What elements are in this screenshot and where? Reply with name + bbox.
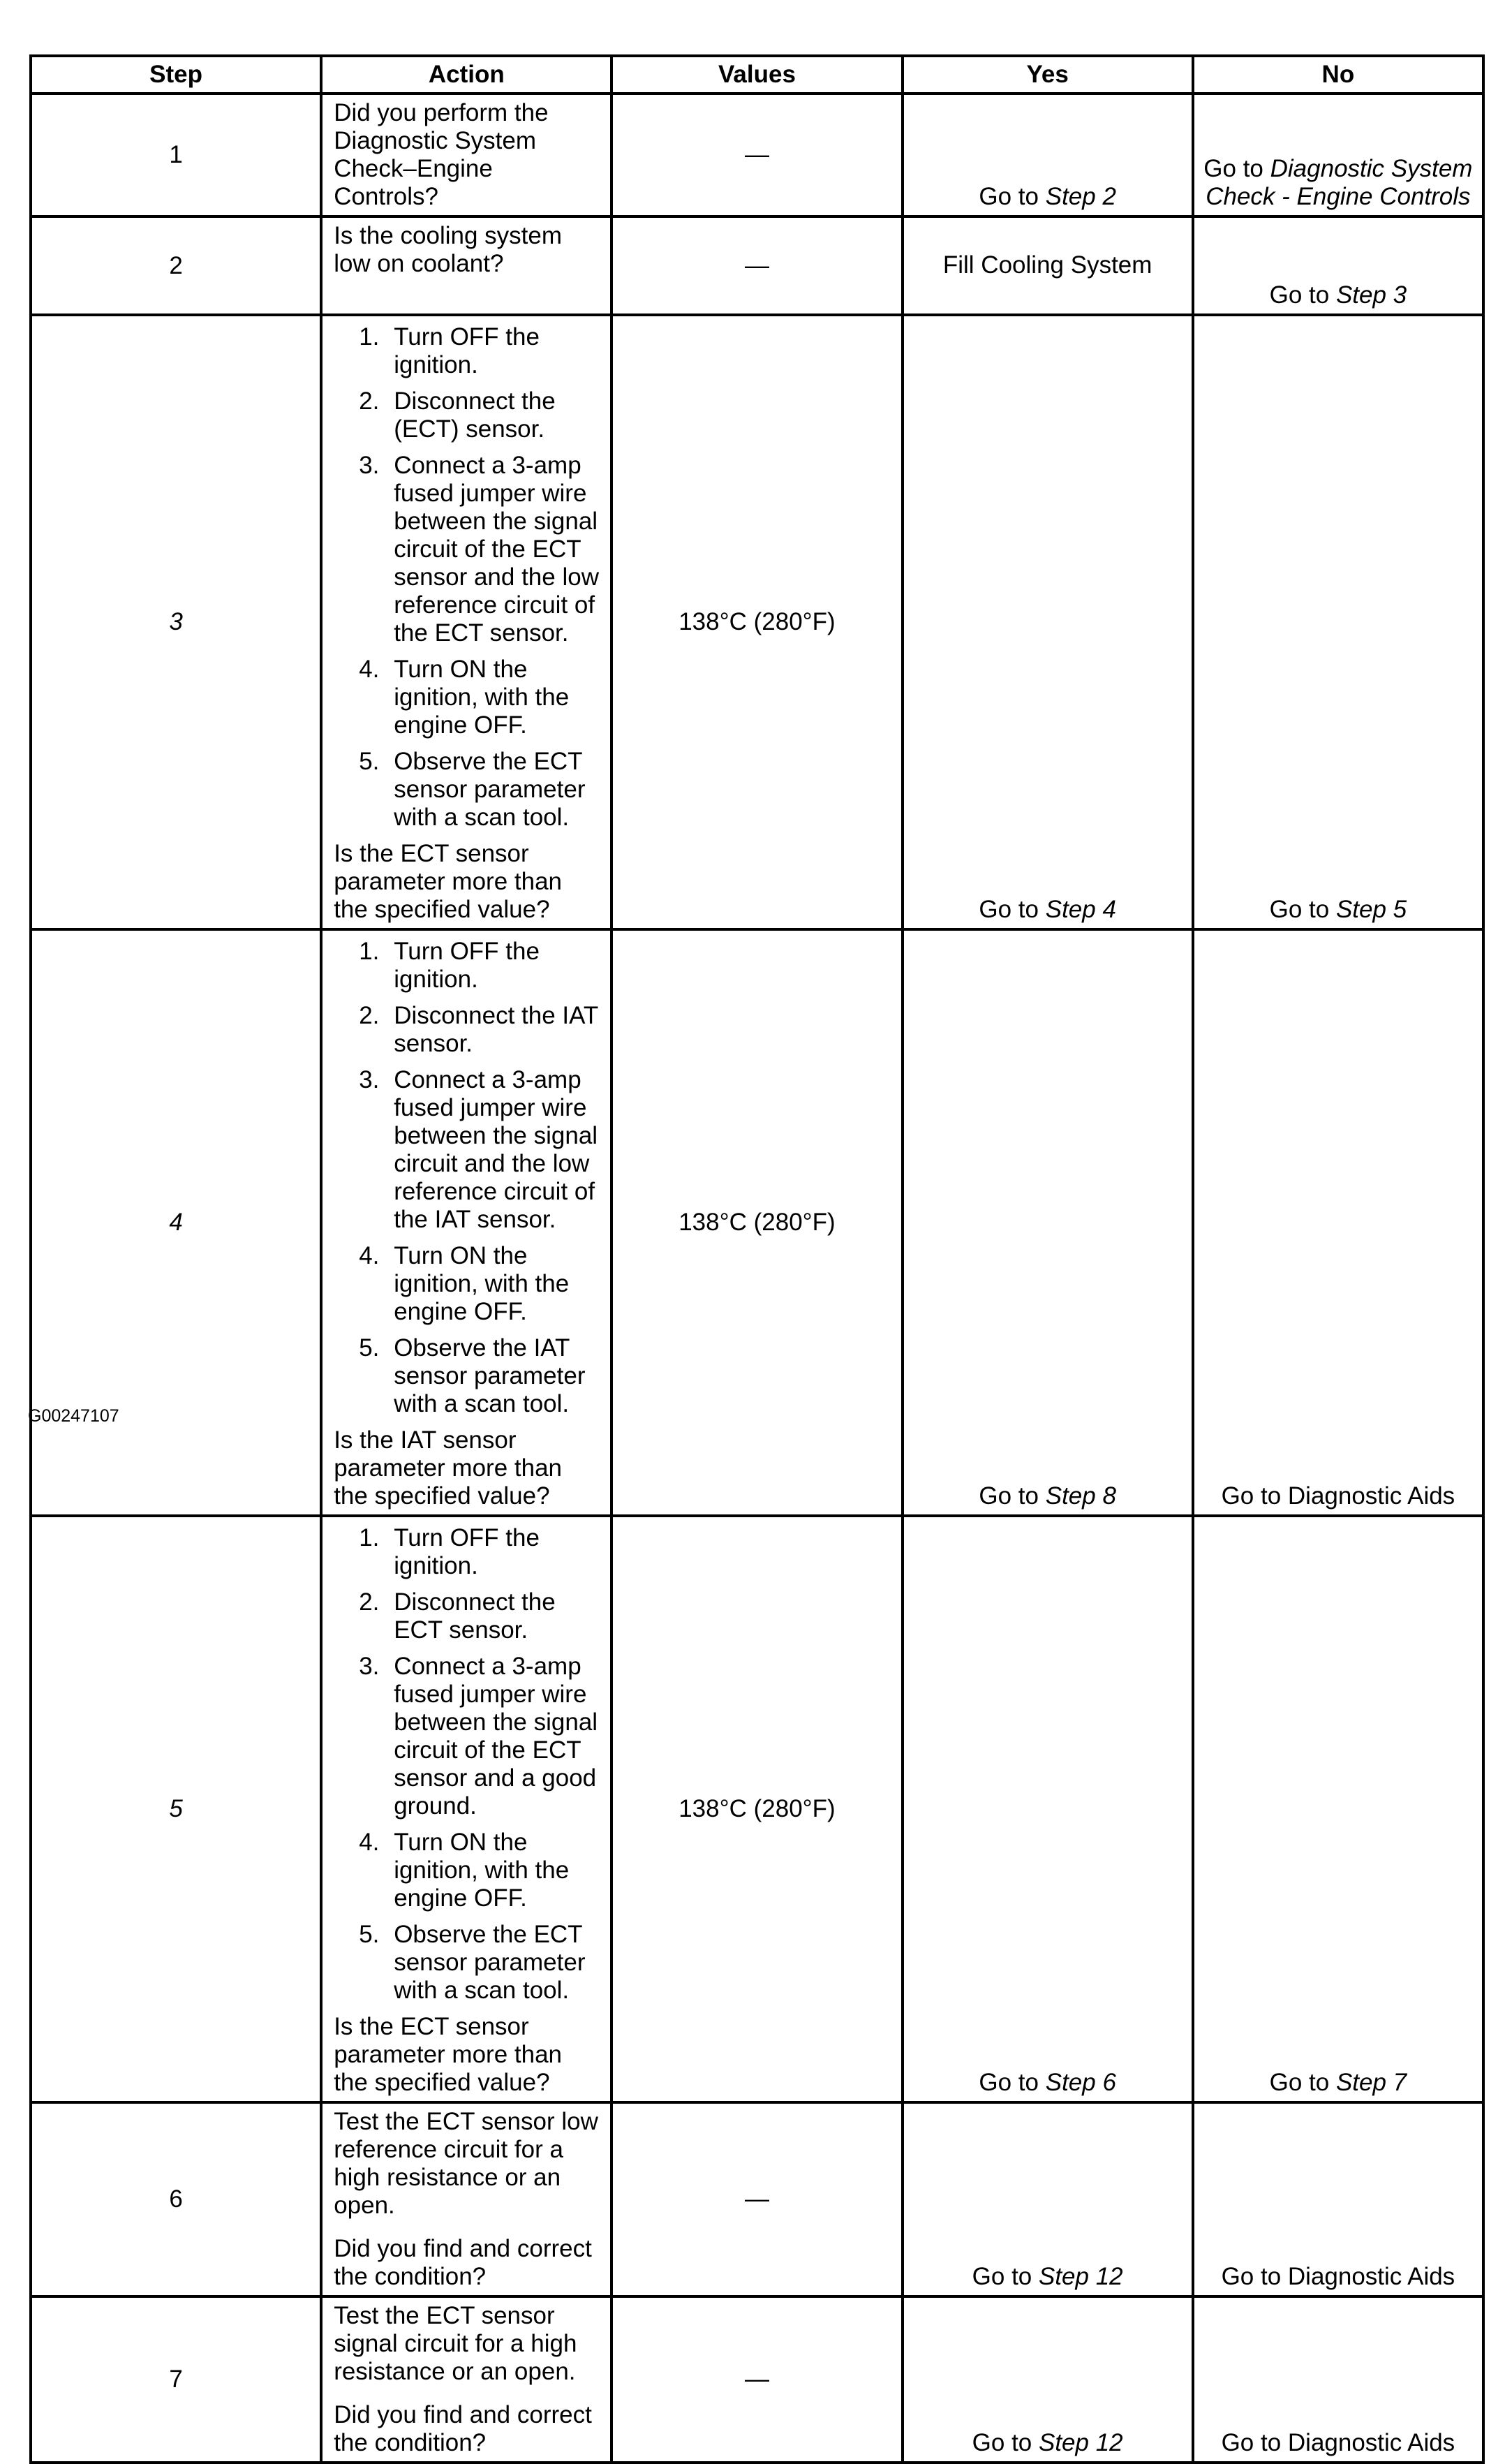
procedure-list (334, 938, 600, 1418)
procedure-step (359, 1921, 600, 2005)
step-number: 2 (31, 216, 321, 315)
yes-cell (903, 929, 1193, 1516)
step-text: Disconnect the (ECT) sensor. (394, 388, 556, 443)
yes-prefix: Go to (979, 896, 1046, 923)
action-question: Did you find and correct the condition? (334, 2235, 592, 2290)
step-number: 5 (31, 1516, 321, 2102)
no-ref: Diagnostic System Check - Engine Controls (1206, 155, 1473, 210)
step-index: 4. (359, 1829, 380, 1856)
table-row (31, 216, 1483, 315)
yes-prefix: Go to (979, 2069, 1046, 2096)
step-text: Turn ON the ignition, with the engine OFF. (394, 1242, 570, 1325)
action-cell (321, 94, 611, 216)
action-cell (321, 2296, 611, 2463)
no-cell: Go to Diagnostic Aids (1193, 2102, 1483, 2296)
step-number: 7 (31, 2296, 321, 2463)
table-row (31, 2102, 1483, 2296)
value-cell: 138°C (280°F) (611, 929, 902, 1516)
value-cell: — (611, 94, 902, 216)
procedure-step (359, 1653, 600, 1820)
step-index: 5. (359, 748, 380, 775)
header-no: No (1193, 56, 1483, 94)
yes-step-ref: Step 12 (1038, 2263, 1123, 2290)
step-text: Turn ON the ignition, with the engine OFF. (394, 656, 570, 739)
step-index: 1. (359, 323, 380, 351)
step-number: 6 (31, 2102, 321, 2296)
procedure-step (359, 938, 600, 994)
step-index: 5. (359, 1921, 380, 1948)
no-prefix: Go to (1269, 2069, 1336, 2096)
figure-id: G00247107 (28, 1406, 119, 1426)
action-cell (321, 929, 611, 1516)
no-cell: Go to Diagnostic Aids (1193, 929, 1483, 1516)
yes-cell (903, 2296, 1193, 2463)
table-row (31, 315, 1483, 929)
step-text: Disconnect the IAT sensor. (394, 1002, 598, 1057)
action-text: Did you perform the Diagnostic System Check–Engine Controls? (334, 99, 549, 210)
step-index: 2. (359, 388, 380, 415)
action-text: Test the ECT sensor signal circuit for a high resistance or an open. (334, 2302, 577, 2385)
action-question: Is the ECT sensor parameter more than the specified value? (334, 2013, 563, 2096)
procedure-step (359, 1066, 600, 1234)
step-text: Turn ON the ignition, with the engine OFF. (394, 1829, 570, 1912)
action-text: Is the cooling system low on coolant? (334, 222, 562, 277)
step-index: 4. (359, 656, 380, 683)
yes-prefix: Go to (979, 183, 1046, 210)
step-text: Observe the ECT sensor parameter with a scan tool. (394, 1921, 586, 2004)
no-step-ref: Step 5 (1335, 896, 1407, 923)
action-cell (321, 315, 611, 929)
step-text: Connect a 3-amp fused jumper wire between the signal circuit of the ECT sensor and the low reference circuit of the ECT sensor. (394, 452, 599, 647)
value-cell: 138°C (280°F) (611, 1516, 902, 2102)
procedure-step (359, 1829, 600, 1912)
procedure-step (359, 1242, 600, 1326)
yes-prefix: Go to (979, 1482, 1046, 1510)
step-text: Disconnect the ECT sensor. (394, 1588, 556, 1644)
table-row (31, 929, 1483, 1516)
procedure-list (334, 1524, 600, 2005)
yes-cell (903, 2102, 1193, 2296)
no-cell (1193, 1516, 1483, 2102)
yes-step-ref: Step 2 (1045, 183, 1116, 210)
procedure-step (359, 1334, 600, 1418)
no-cell (1193, 315, 1483, 929)
step-text: Observe the ECT sensor parameter with a scan tool. (394, 748, 586, 831)
procedure-step (359, 452, 600, 647)
step-text: Turn OFF the ignition. (394, 323, 540, 378)
header-row (31, 56, 1483, 94)
action-cell (321, 1516, 611, 2102)
procedure-list (334, 323, 600, 832)
step-index: 4. (359, 1242, 380, 1269)
procedure-step (359, 1002, 600, 1058)
procedure-step (359, 1524, 600, 1580)
no-prefix: Go to (1203, 155, 1270, 182)
procedure-step (359, 323, 600, 379)
step-index: 3. (359, 1066, 380, 1093)
action-text: Test the ECT sensor low reference circuit for a high resistance or an open. (334, 2108, 598, 2219)
value-cell: 138°C (280°F) (611, 315, 902, 929)
step-text: Turn OFF the ignition. (394, 1524, 540, 1579)
value-cell: — (611, 2102, 902, 2296)
value-cell: — (611, 216, 902, 315)
yes-prefix: Go to (972, 2263, 1039, 2290)
yes-step-ref: Step 4 (1045, 896, 1116, 923)
step-text: Turn OFF the ignition. (394, 938, 540, 993)
no-prefix: Go to (1269, 896, 1336, 923)
table-row (31, 1516, 1483, 2102)
yes-step-ref: Step 8 (1045, 1482, 1116, 1510)
step-index: 1. (359, 1524, 380, 1551)
step-index: 2. (359, 1588, 380, 1616)
action-cell (321, 2102, 611, 2296)
no-prefix: Go to (1269, 281, 1336, 309)
no-step-ref: Step 3 (1335, 281, 1407, 309)
yes-step-ref: Step 6 (1045, 2069, 1116, 2096)
procedure-step (359, 1588, 600, 1644)
step-number: 3 (31, 315, 321, 929)
yes-step-ref: Step 12 (1038, 2429, 1123, 2456)
action-question: Did you find and correct the condition? (334, 2401, 592, 2456)
yes-cell (903, 1516, 1193, 2102)
action-question: Is the ECT sensor parameter more than the specified value? (334, 840, 563, 923)
table-row (31, 2296, 1483, 2463)
header-action: Action (321, 56, 611, 94)
procedure-step (359, 748, 600, 832)
step-text: Connect a 3-amp fused jumper wire between the signal circuit and the low reference circuit of the IAT sensor. (394, 1066, 598, 1233)
yes-cell: Fill Cooling System (903, 216, 1193, 315)
value-cell: — (611, 2296, 902, 2463)
no-cell (1193, 216, 1483, 315)
diagnostic-table (29, 54, 1485, 2464)
action-question: Is the IAT sensor parameter more than the specified value? (334, 1426, 563, 1510)
step-index: 5. (359, 1334, 380, 1362)
header-yes: Yes (903, 56, 1193, 94)
yes-cell (903, 315, 1193, 929)
step-text: Connect a 3-amp fused jumper wire between the signal circuit of the ECT sensor and a good ground. (394, 1653, 598, 1820)
step-text: Observe the IAT sensor parameter with a scan tool. (394, 1334, 586, 1417)
action-cell (321, 216, 611, 315)
yes-cell (903, 94, 1193, 216)
step-index: 3. (359, 452, 380, 479)
step-index: 3. (359, 1653, 380, 1680)
step-number: 4 (31, 929, 321, 1516)
step-number: 1 (31, 94, 321, 216)
procedure-step (359, 388, 600, 443)
step-index: 1. (359, 938, 380, 965)
step-index: 2. (359, 1002, 380, 1029)
yes-prefix: Go to (972, 2429, 1039, 2456)
no-cell: Go to Diagnostic Aids (1193, 2296, 1483, 2463)
header-step: Step (31, 56, 321, 94)
no-cell (1193, 94, 1483, 216)
table-row (31, 94, 1483, 216)
no-step-ref: Step 7 (1335, 2069, 1407, 2096)
procedure-step (359, 656, 600, 739)
header-values: Values (611, 56, 902, 94)
